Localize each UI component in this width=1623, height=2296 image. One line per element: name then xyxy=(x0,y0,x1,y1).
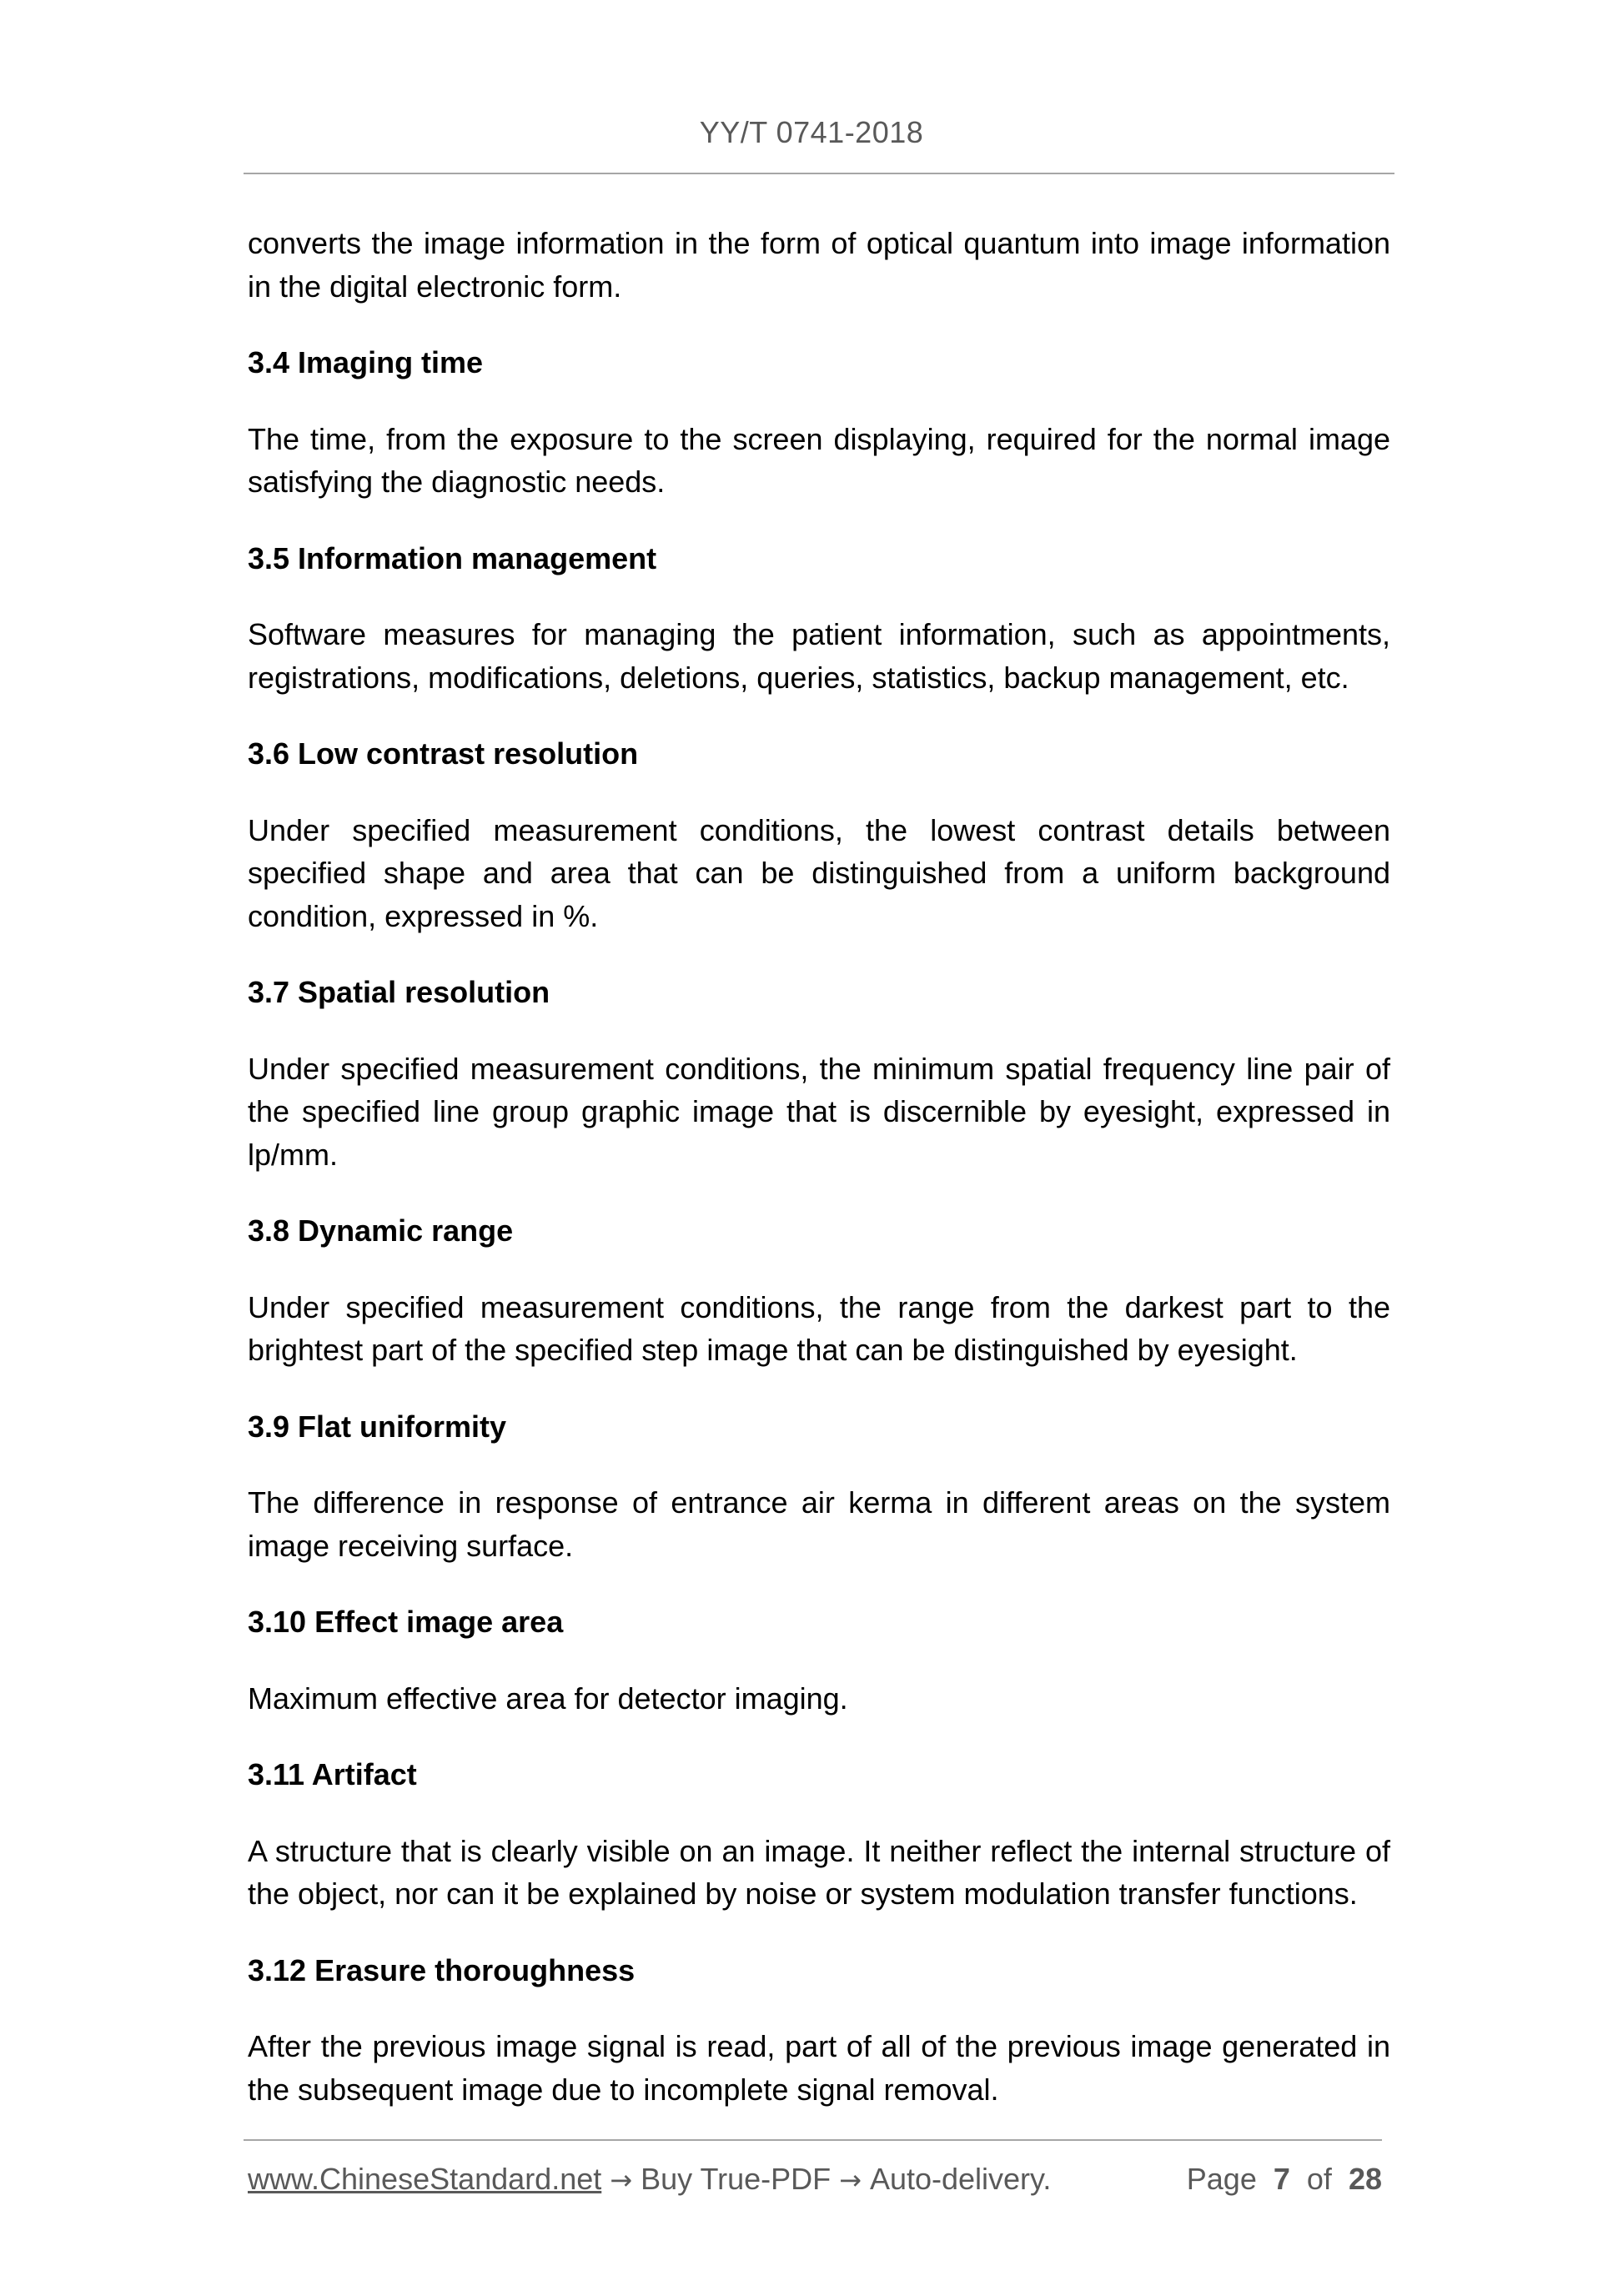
section-text-3-4: The time, from the exposure to the screen displaying, required for the normal image satisfying the diagnostic needs. xyxy=(248,421,1390,499)
header-divider xyxy=(244,173,1394,174)
section-text-3-11: A structure that is clearly visible on an image. It neither reflect the internal structure of the object, nor can it be explained by noise or system modulation transfer functions. xyxy=(248,1833,1390,1911)
document-body xyxy=(248,222,1390,2111)
page-number: 7 xyxy=(1273,2162,1290,2196)
section-heading-3-4: 3.4 Imaging time xyxy=(248,345,484,379)
section-text-3-9: The difference in response of entrance air kerma in different areas on the system image receiving surface. xyxy=(248,1485,1390,1563)
section-text-3-12: After the previous image signal is read, part of all of the previous image generated in the subsequent image due to incomplete signal removal. xyxy=(248,2029,1390,2107)
section-text-3-7: Under specified measurement conditions, the minimum spatial frequency line pair of the specified line group graphic image that is discernible by eyesight, expressed in lp/mm. xyxy=(248,1051,1390,1172)
buy-true-pdf-text: Buy True-PDF xyxy=(641,2162,832,2196)
chinese-standard-link[interactable]: www.ChineseStandard.net xyxy=(248,2162,602,2196)
section-text-3-10: Maximum effective area for detector imaging. xyxy=(248,1681,848,1716)
section-text-3-5: Software measures for managing the patient information, such as appointments, registrations, modifications, deletions, queries, statistics, backup management, etc. xyxy=(248,617,1390,695)
section-text-3-6: Under specified measurement conditions, the lowest contrast details between specified shape and area that can be distinguished from a uniform background condition, expressed in %. xyxy=(248,812,1390,933)
section-text-3-8: Under specified measurement conditions, the range from the darkest part to the brightest part of the specified step image that can be distinguished by eyesight. xyxy=(248,1289,1390,1367)
document-code-header: YY/T 0741-2018 xyxy=(699,115,924,149)
page-label: Page xyxy=(1186,2162,1257,2196)
page-total: 28 xyxy=(1348,2162,1382,2196)
section-heading-3-7: 3.7 Spatial resolution xyxy=(248,975,550,1009)
page-footer xyxy=(248,2162,1382,2197)
footer-promo xyxy=(248,2162,1051,2197)
arrow-right-icon: → xyxy=(610,2164,633,2196)
section-heading-3-9: 3.9 Flat uniformity xyxy=(248,1409,507,1444)
section-heading-3-5: 3.5 Information management xyxy=(248,540,657,575)
arrow-right-icon: → xyxy=(839,2164,862,2196)
page-of-label: of xyxy=(1306,2162,1332,2196)
intro-paragraph: converts the image information in the form of optical quantum into image information in the digital electronic form. xyxy=(248,226,1390,304)
section-heading-3-8: 3.8 Dynamic range xyxy=(248,1213,514,1248)
section-heading-3-12: 3.12 Erasure thoroughness xyxy=(248,1952,636,1987)
footer-divider xyxy=(244,2139,1382,2141)
page-indicator xyxy=(1187,2162,1382,2197)
section-heading-3-6: 3.6 Low contrast resolution xyxy=(248,736,639,771)
auto-delivery-text: Auto-delivery. xyxy=(869,2162,1052,2196)
section-heading-3-10: 3.10 Effect image area xyxy=(248,1605,564,1639)
section-heading-3-11: 3.11 Artifact xyxy=(248,1757,417,1791)
